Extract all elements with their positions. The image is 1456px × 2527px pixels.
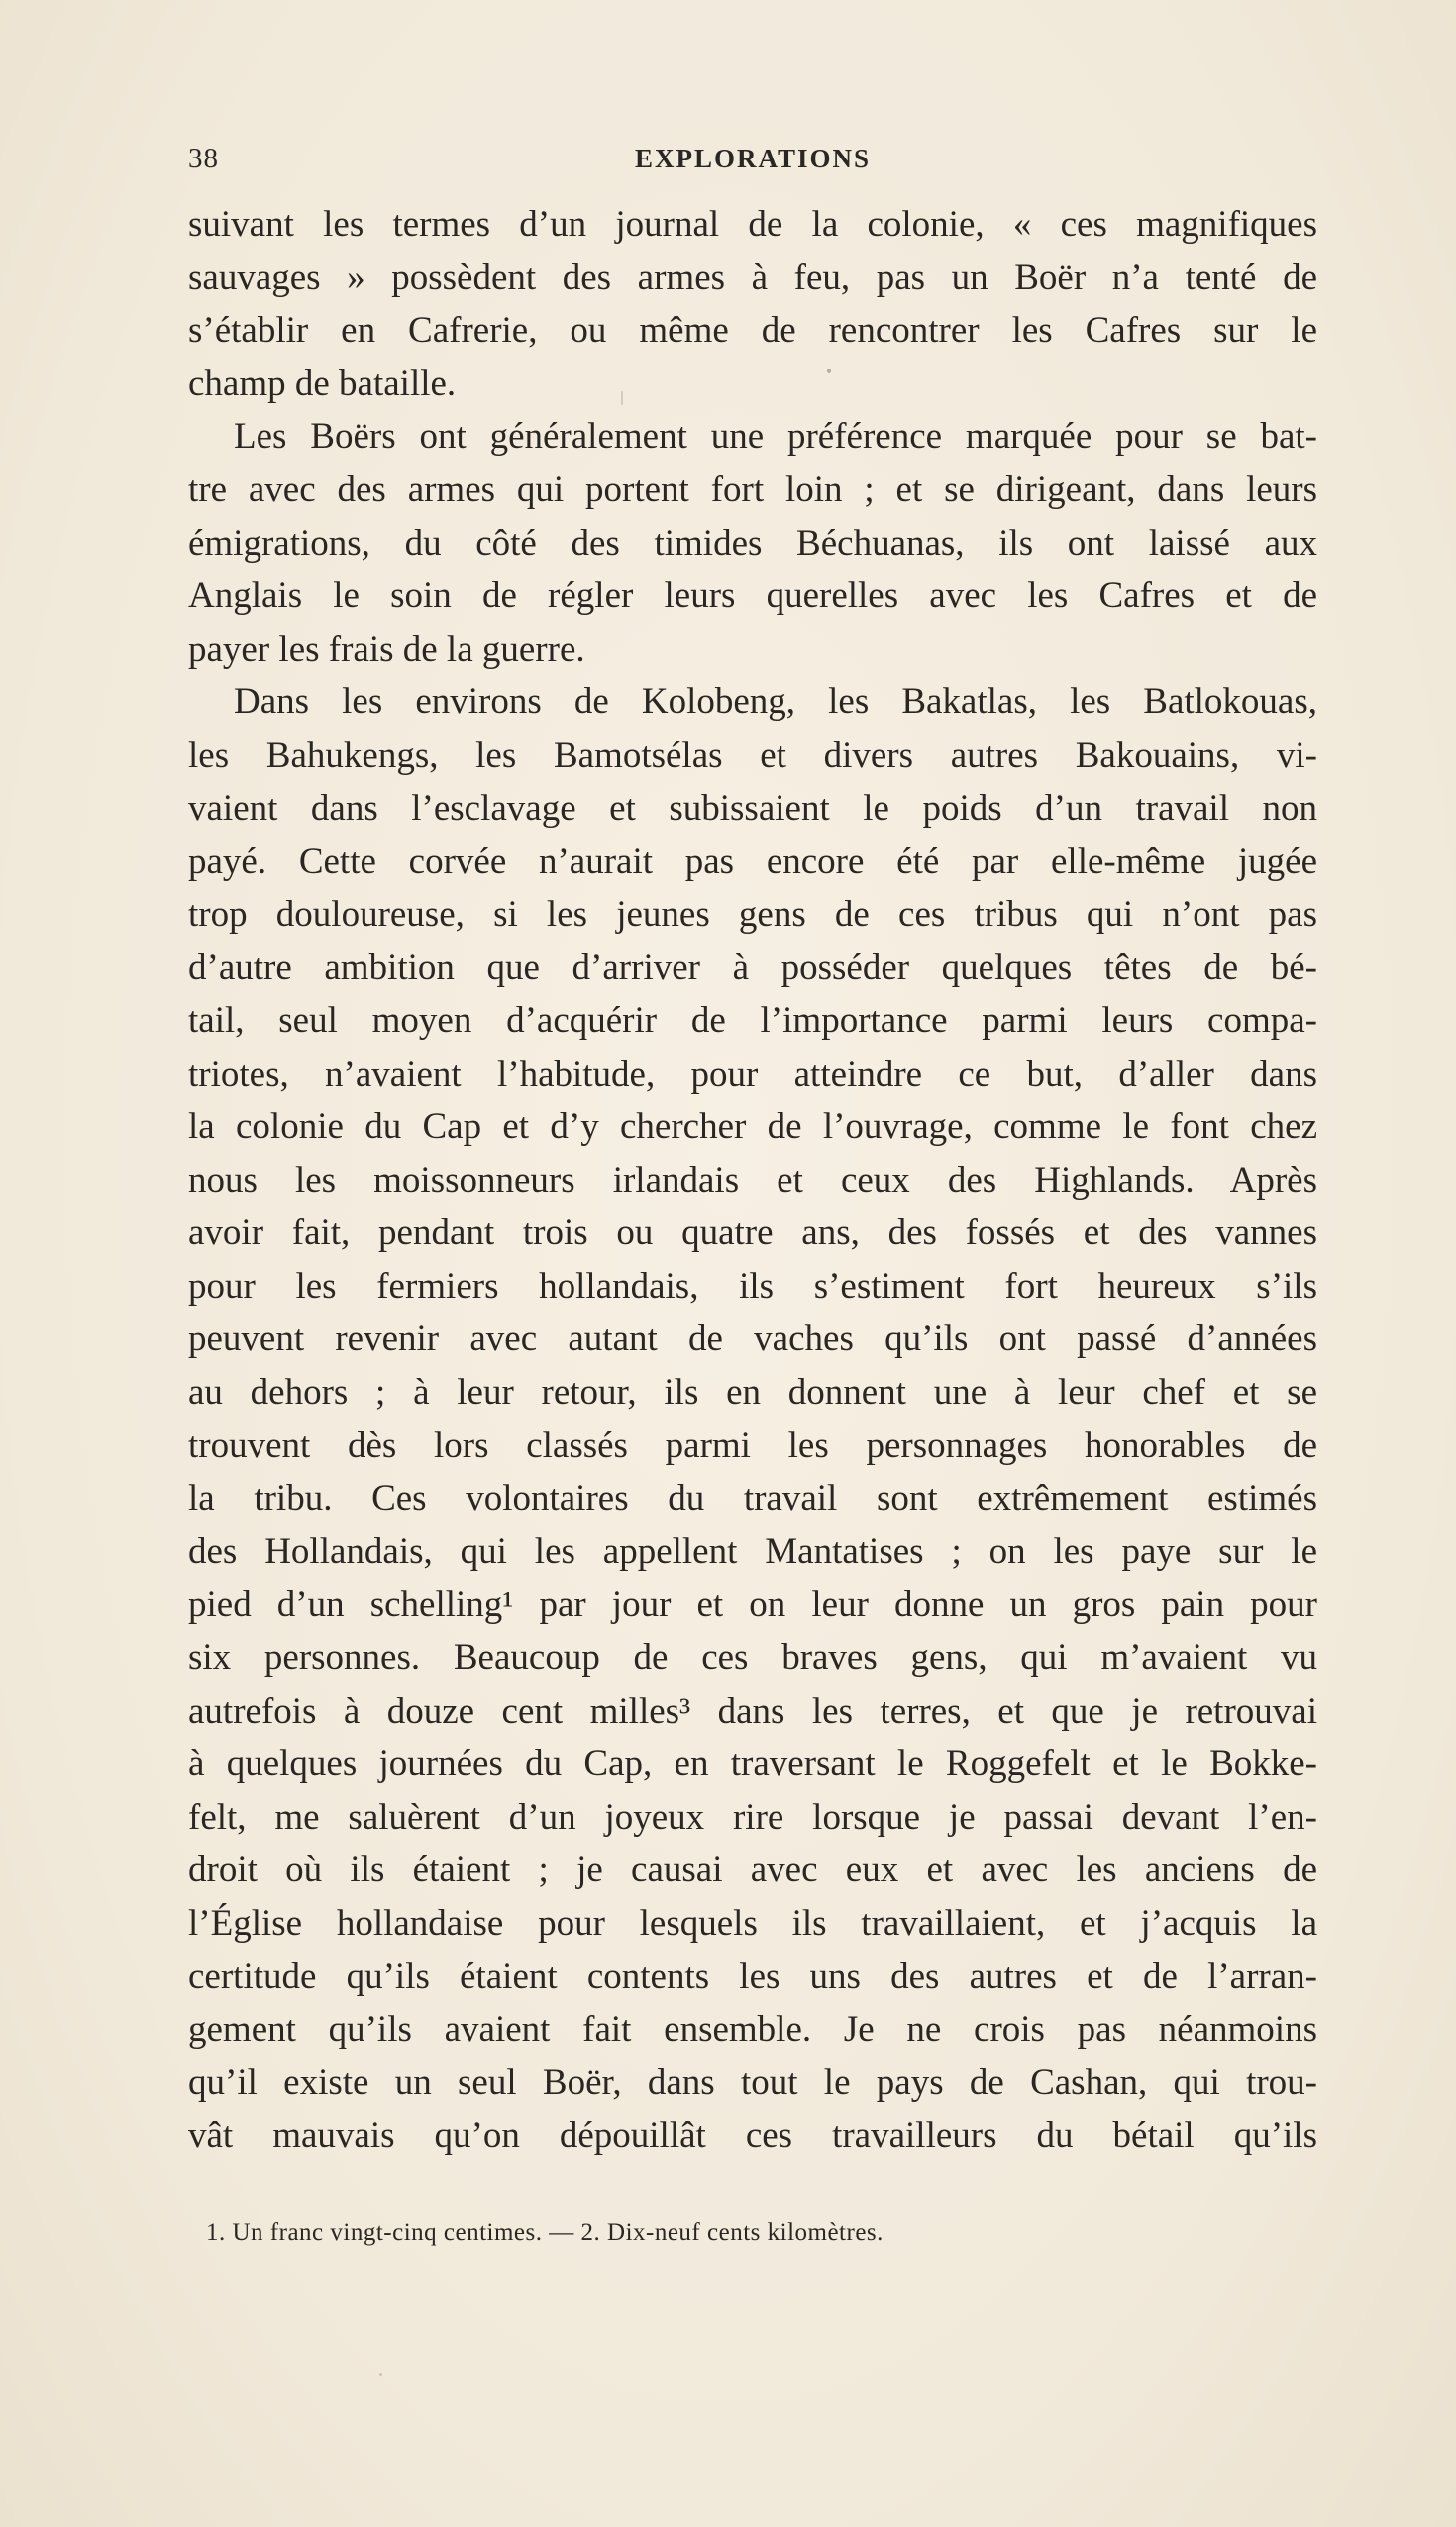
- text-line: felt, me saluèrent d’un joyeux rire lorsque je passai devant l’en-: [188, 1796, 1317, 1838]
- text-line: champ de bataille.: [188, 363, 457, 404]
- text-line: nous les moissonneurs irlandais et ceux des Highlands. Après: [188, 1159, 1317, 1201]
- text-line: autrefois à douze cent milles³ dans les terres, et que je retrouvai: [188, 1690, 1317, 1732]
- text-line: payer les frais de la guerre.: [188, 628, 585, 670]
- text-line: vât mauvais qu’on dépouillât ces travailleurs du bétail qu’ils: [188, 2115, 1317, 2157]
- text-line: des Hollandais, qui les appellent Mantatises ; on les paye sur le: [188, 1530, 1317, 1572]
- text-line: peuvent revenir avec autant de vaches qu’ils ont passé d’années: [188, 1318, 1317, 1360]
- text-line: tail, seul moyen d’acquérir de l’importance parmi leurs compa-: [188, 1000, 1317, 1041]
- text-line: au dehors ; à leur retour, ils en donnent une à leur chef et se: [188, 1372, 1317, 1414]
- text-line: certitude qu’ils étaient contents les uns des autres et de l’arran-: [188, 1955, 1317, 1997]
- text-line: trop douloureuse, si les jeunes gens de ces tribus qui n’ont pas: [188, 894, 1317, 935]
- running-title: EXPLORATIONS: [634, 144, 872, 173]
- text-line: à quelques journées du Cap, en traversant le Roggefelt et le Bokke-: [188, 1743, 1317, 1785]
- footnotes: 1. Un franc vingt-cinq centimes. — 2. Dix-neuf cents kilomètres.: [206, 2219, 884, 2246]
- text-line: la tribu. Ces volontaires du travail sont extrêmement estimés: [188, 1478, 1317, 1520]
- paragraph-start-line: Dans les environs de Kolobeng, les Bakatlas, les Batlokouas,: [234, 682, 1317, 723]
- text-line: Anglais le soin de régler leurs querelles avec les Cafres et de: [188, 576, 1317, 617]
- text-line: qu’il existe un seul Boër, dans tout le pays de Cashan, qui trou-: [188, 2061, 1317, 2103]
- text-line: l’Église hollandaise pour lesquels ils travaillaient, et j’acquis la: [188, 1903, 1317, 1944]
- paper-speck: [827, 369, 831, 373]
- text-line: vaient dans l’esclavage et subissaient le poids d’un travail non: [188, 788, 1317, 829]
- text-line: six personnes. Beaucoup de ces braves gens, qui m’avaient vu: [188, 1637, 1317, 1679]
- text-line: avoir fait, pendant trois ou quatre ans, des fossés et des vannes: [188, 1212, 1317, 1254]
- text-line: droit où ils étaient ; je causai avec eux et avec les anciens de: [188, 1849, 1317, 1891]
- text-line: d’autre ambition que d’arriver à posséder quelques têtes de bé-: [188, 947, 1317, 989]
- paper-speck: [621, 391, 623, 405]
- text-line: pour les fermiers hollandais, ils s’estiment fort heureux s’ils: [188, 1265, 1317, 1307]
- paragraph-start-line: Les Boërs ont généralement une préférence marquée pour se bat-: [234, 416, 1317, 458]
- text-line: les Bahukengs, les Bamotsélas et divers autres Bakouains, vi-: [188, 734, 1317, 776]
- text-line: la colonie du Cap et d’y chercher de l’ouvrage, comme le font chez: [188, 1106, 1317, 1148]
- text-line: s’établir en Cafrerie, ou même de rencontrer les Cafres sur le: [188, 310, 1317, 352]
- text-line: triotes, n’avaient l’habitude, pour atteindre ce but, d’aller dans: [188, 1053, 1317, 1095]
- text-line: gement qu’ils avaient fait ensemble. Je ne crois pas néanmoins: [188, 2009, 1317, 2051]
- text-line: pied d’un schelling¹ par jour et on leur donne un gros pain pour: [188, 1584, 1317, 1626]
- text-line: émigrations, du côté des timides Béchuanas, ils ont laissé aux: [188, 522, 1317, 564]
- text-line: sauvages » possèdent des armes à feu, pas un Boër n’a tenté de: [188, 257, 1317, 298]
- page-number: 38: [188, 143, 219, 174]
- paper-speck: [379, 2373, 382, 2376]
- running-head: [188, 139, 1317, 178]
- body-text: [188, 198, 1317, 2162]
- text-line: tre avec des armes qui portent fort loin ; et se dirigeant, dans leurs: [188, 469, 1317, 510]
- text-line: suivant les termes d’un journal de la colonie, « ces magnifiques: [188, 204, 1317, 245]
- text-line: payé. Cette corvée n’aurait pas encore été par elle-même jugée: [188, 841, 1317, 883]
- text-line: trouvent dès lors classés parmi les personnages honorables de: [188, 1424, 1317, 1466]
